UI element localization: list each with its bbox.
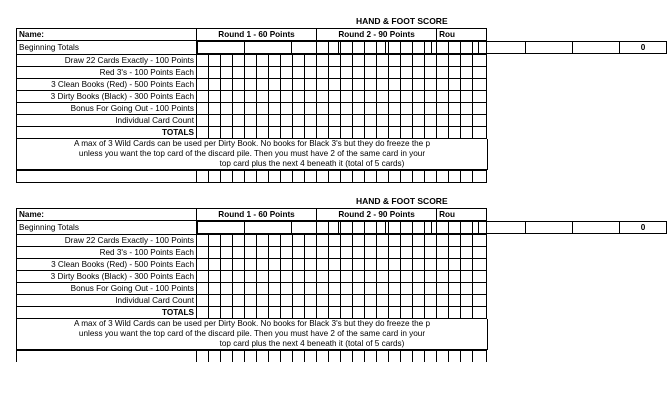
table-row [17,221,487,235]
name-label: Name: [17,29,197,41]
table-row [17,41,487,55]
table-row [17,271,487,283]
row-label: Bonus For Going Out - 100 Points [17,103,197,115]
table-row [17,235,487,247]
note-line-3: top card plus the next 4 beneath it (total of 5 cards) [219,339,405,348]
table-row [17,103,487,115]
note-line-3: top card plus the next 4 beneath it (total of 5 cards) [219,159,405,168]
blank-grid-row [16,350,487,362]
row-label: 3 Dirty Books (Black) - 300 Points Each [17,271,197,283]
row-label: Red 3's - 100 Points Each [17,67,197,79]
table-row [17,283,487,295]
row-label: Individual Card Count [17,295,197,307]
table-row [17,247,487,259]
table-row [17,295,487,307]
round-3-label: Rou [437,209,487,221]
round-1-label: Round 1 - 60 Points [197,209,317,221]
sheet-header-title: HAND & FOOT SCORE [356,16,448,26]
row-label: 3 Clean Books (Red) - 500 Points Each [17,79,197,91]
beginning-value: 0 [620,222,667,234]
table-row [17,115,487,127]
row-label: 3 Dirty Books (Black) - 300 Points Each [17,91,197,103]
score-block-1 [16,16,646,183]
score-block-2 [16,196,646,362]
table-row [17,55,487,67]
beginning-value: 0 [620,42,667,54]
row-label: Red 3's - 100 Points Each [17,247,197,259]
note-line-2: unless you want the top card of the discard pile. Then you must have 2 of the same card in your [78,329,426,338]
row-label: Draw 22 Cards Exactly - 100 Points [17,235,197,247]
row-label: Individual Card Count [17,115,197,127]
name-label: Name: [17,209,197,221]
rules-note [16,139,488,170]
totals-label: TOTALS [17,307,197,319]
header-row [17,29,487,41]
totals-label: TOTALS [17,127,197,139]
row-label: Bonus For Going Out - 100 Points [17,283,197,295]
table-row [17,91,487,103]
table-row [17,259,487,271]
score-table [16,208,646,319]
rules-note [16,319,488,350]
round-2-label: Round 2 - 90 Points [317,29,437,41]
sheet-header-title: HAND & FOOT SCORE [356,196,448,206]
note-line-2: unless you want the top card of the discard pile. Then you must have 2 of the same card in your [78,149,426,158]
row-label: Draw 22 Cards Exactly - 100 Points [17,55,197,67]
row-label: Beginning Totals [17,41,197,55]
round-1-label: Round 1 - 60 Points [197,29,317,41]
header-row [17,209,487,221]
table-row [17,79,487,91]
table-row [17,127,487,139]
row-label: 3 Clean Books (Red) - 500 Points Each [17,259,197,271]
row-label: Beginning Totals [17,221,197,235]
table-row [17,307,487,319]
round-2-label: Round 2 - 90 Points [317,209,437,221]
score-table [16,28,646,139]
blank-grid-row [16,170,487,183]
round-3-label: Rou [437,29,487,41]
table-row [17,67,487,79]
note-line-1: A max of 3 Wild Cards can be used per Dirty Book. No books for Black 3's but they do freeze the p [73,319,431,328]
note-line-1: A max of 3 Wild Cards can be used per Dirty Book. No books for Black 3's but they do freeze the p [73,139,431,148]
